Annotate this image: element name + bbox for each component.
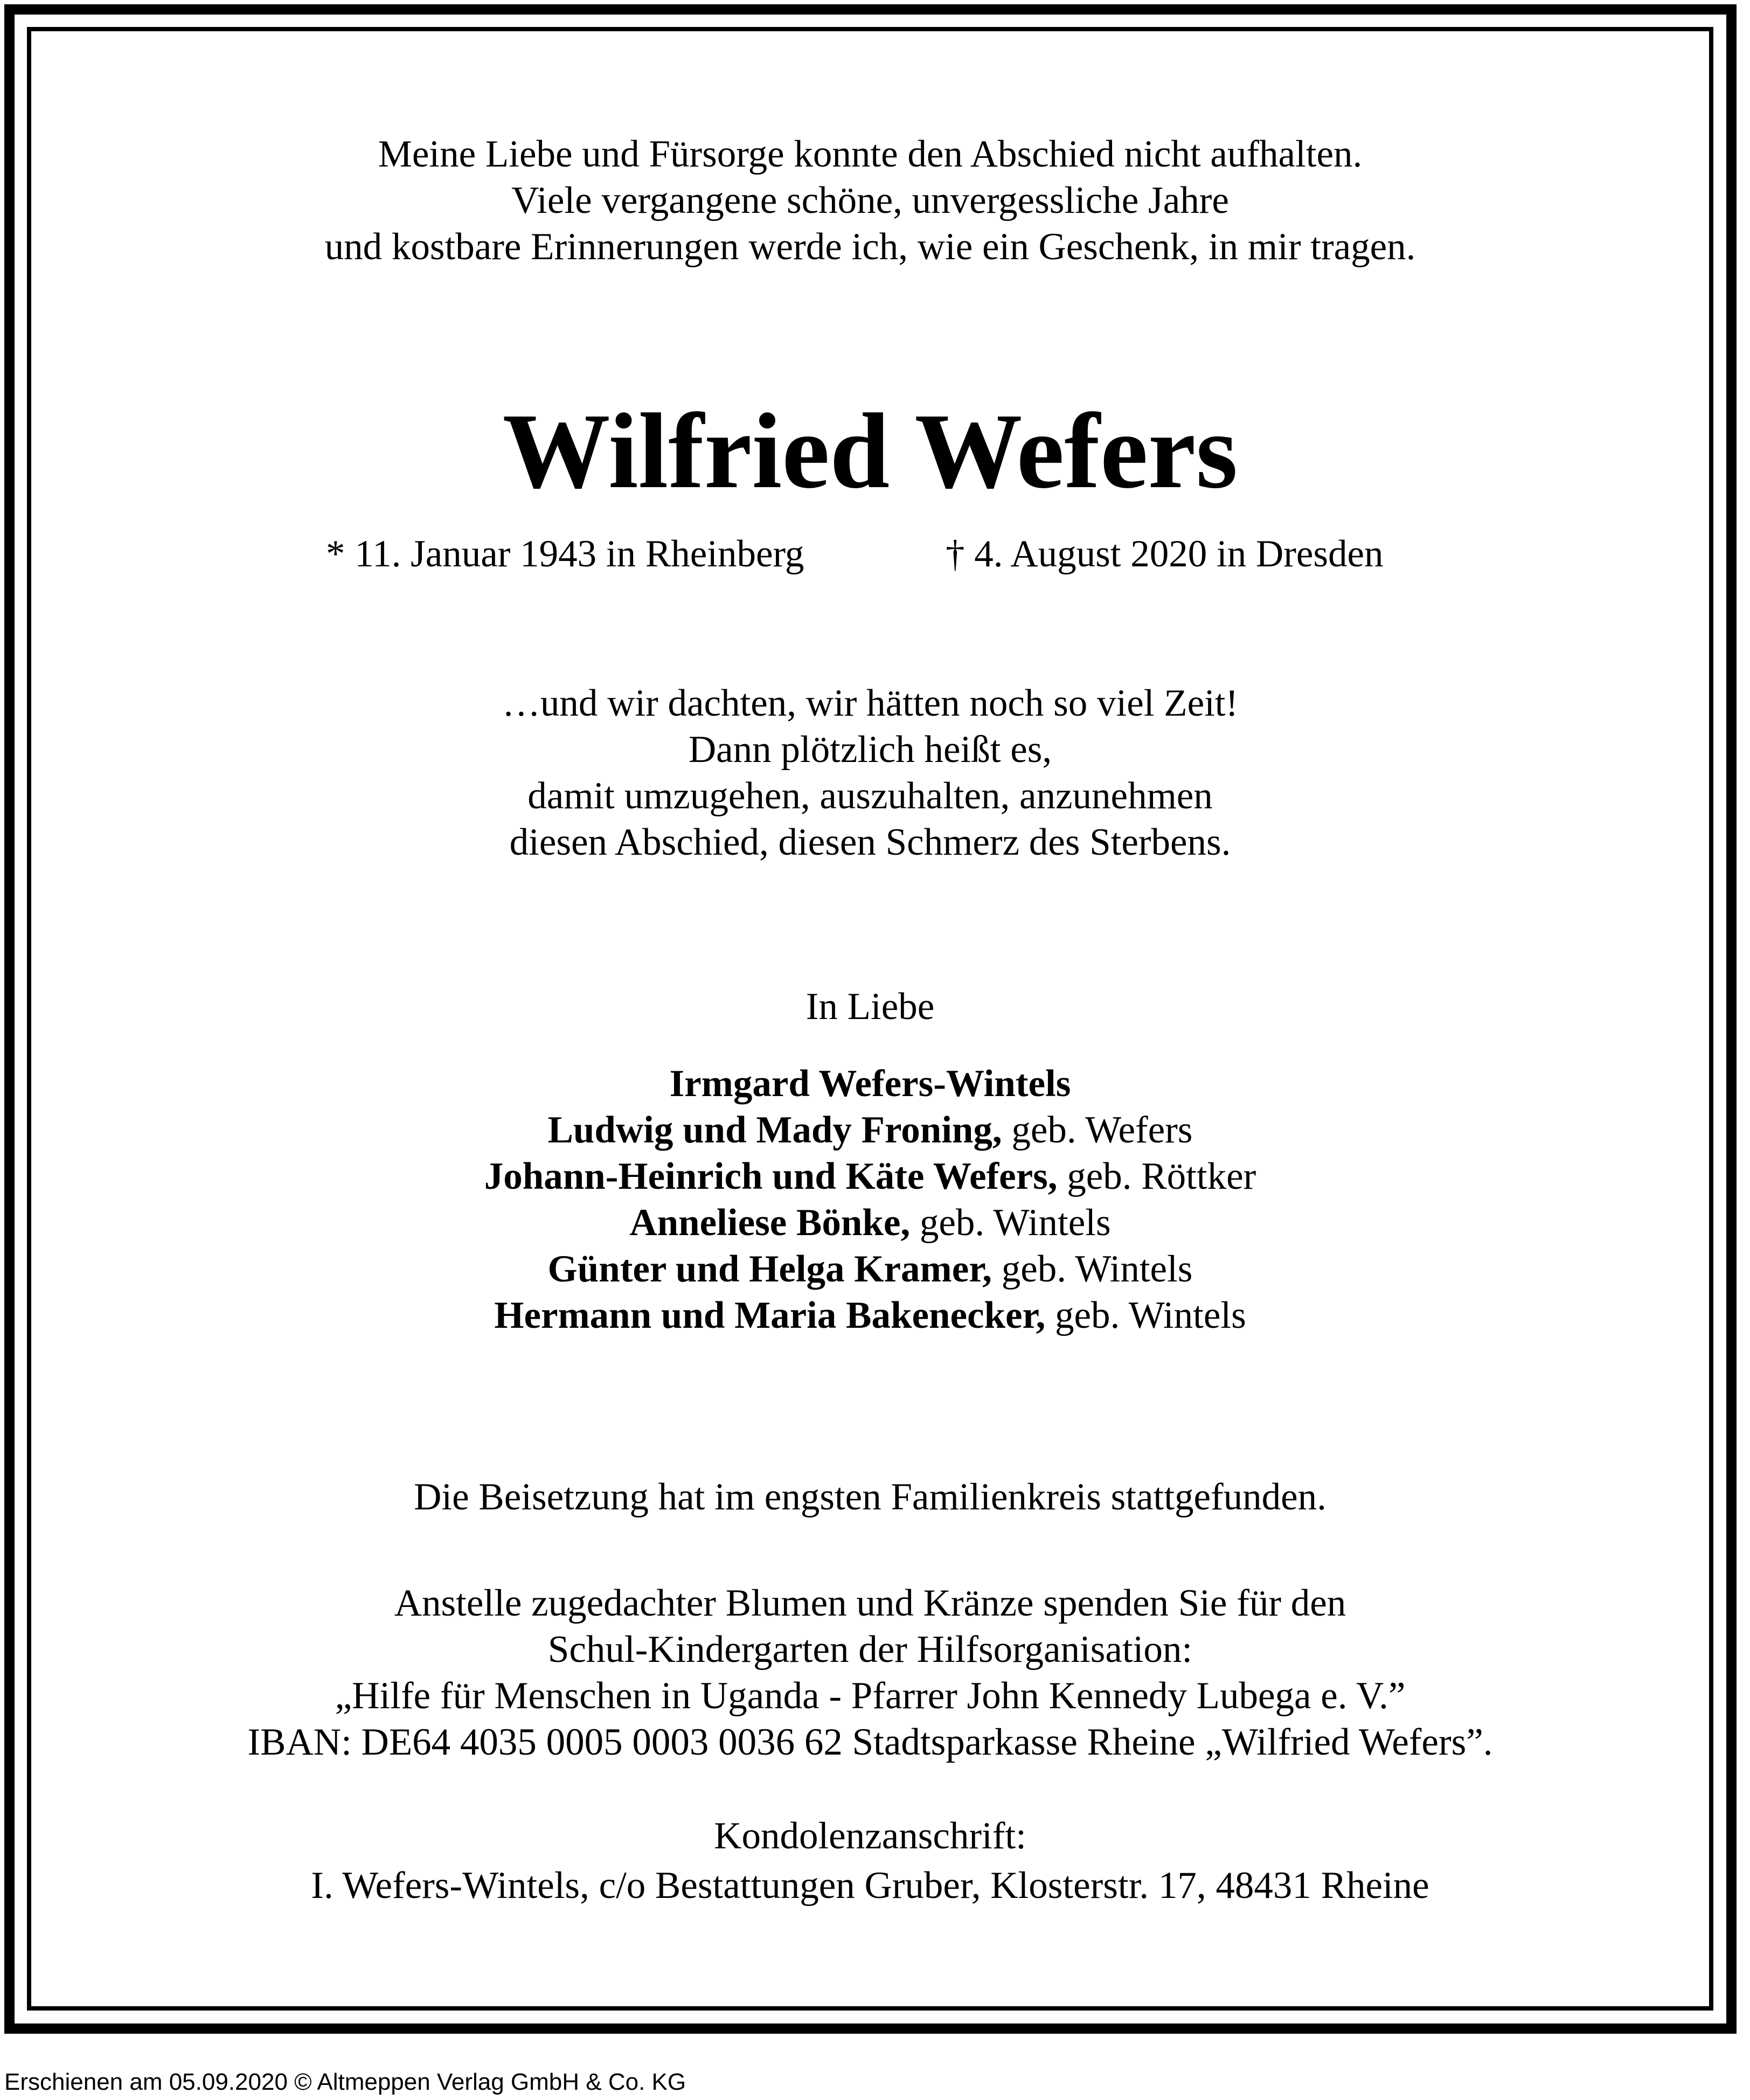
intro-line-2: Viele vergangene schöne, unvergessliche Jahre: [511, 179, 1229, 221]
mourner-name: Irmgard Wefers-Wintels: [669, 1063, 1071, 1105]
poem-line-4: diesen Abschied, diesen Schmerz des Sterbens.: [509, 821, 1231, 863]
donation-line-1: Anstelle zugedachter Blumen und Kränze spenden Sie für den: [394, 1582, 1346, 1624]
mourner-suffix: geb. Röttker: [1057, 1155, 1256, 1197]
intro-line-3: und kostbare Erinnerungen werde ich, wie ein Geschenk, in mir tragen.: [324, 226, 1416, 268]
mourner-name: Hermann und Maria Bakenecker,: [494, 1294, 1046, 1336]
publication-footer: Erschienen am 05.09.2020 © Altmeppen Verlag GmbH & Co. KG: [4, 2069, 686, 2095]
mourner-suffix: geb. Wintels: [991, 1248, 1193, 1290]
funeral-note: Die Beisetzung hat im engsten Familienkreis stattgefunden.: [414, 1476, 1327, 1518]
mourner-entry: [27, 1246, 1713, 1292]
mourner-name: Ludwig und Mady Froning,: [547, 1109, 1002, 1151]
mourner-suffix: geb. Wefers: [1002, 1109, 1193, 1151]
mourner-name: Anneliese Bönke,: [629, 1202, 911, 1244]
deceased-name: Wilfried Wefers: [502, 392, 1238, 511]
intro-line-1: Meine Liebe und Fürsorge konnte den Abschied nicht aufhalten.: [378, 133, 1363, 175]
mourner-suffix: geb. Wintels: [1045, 1294, 1246, 1336]
birth-date: * 11. Januar 1943 in Rheinberg: [326, 533, 804, 575]
death-date: † 4. August 2020 in Dresden: [946, 533, 1384, 575]
mourner-entry: [27, 1107, 1713, 1153]
poem-line-1: …und wir dachten, wir hätten noch so viel Zeit!: [502, 682, 1239, 724]
mourners-heading: In Liebe: [805, 986, 935, 1028]
mourner-entry: [27, 1292, 1713, 1339]
mourner-suffix: geb. Wintels: [910, 1202, 1111, 1244]
mourner-entry: [27, 1153, 1713, 1200]
poem-line-3: damit umzugehen, auszuhalten, anzunehmen: [527, 775, 1213, 817]
donation-line-3: „Hilfe für Menschen in Uganda - Pfarrer John Kennedy Lubega e. V.”: [335, 1675, 1406, 1717]
mourner-entry: [27, 1061, 1713, 1107]
condolence-address: I. Wefers-Wintels, c/o Bestattungen Gruber, Klosterstr. 17, 48431 Rheine: [311, 1865, 1429, 1907]
poem-line-2: Dann plötzlich heißt es,: [688, 729, 1052, 771]
mourner-name: Johann-Heinrich und Käte Wefers,: [484, 1155, 1058, 1197]
donation-line-4: IBAN: DE64 4035 0005 0003 0036 62 Stadtsparkasse Rheine „Wilfried Wefers”.: [247, 1721, 1493, 1763]
mourner-name: Günter und Helga Kramer,: [547, 1248, 992, 1290]
condolence-label: Kondolenzanschrift:: [714, 1815, 1026, 1857]
donation-line-2: Schul-Kindergarten der Hilfsorganisation:: [547, 1628, 1193, 1671]
mourner-entry: [27, 1200, 1713, 1246]
